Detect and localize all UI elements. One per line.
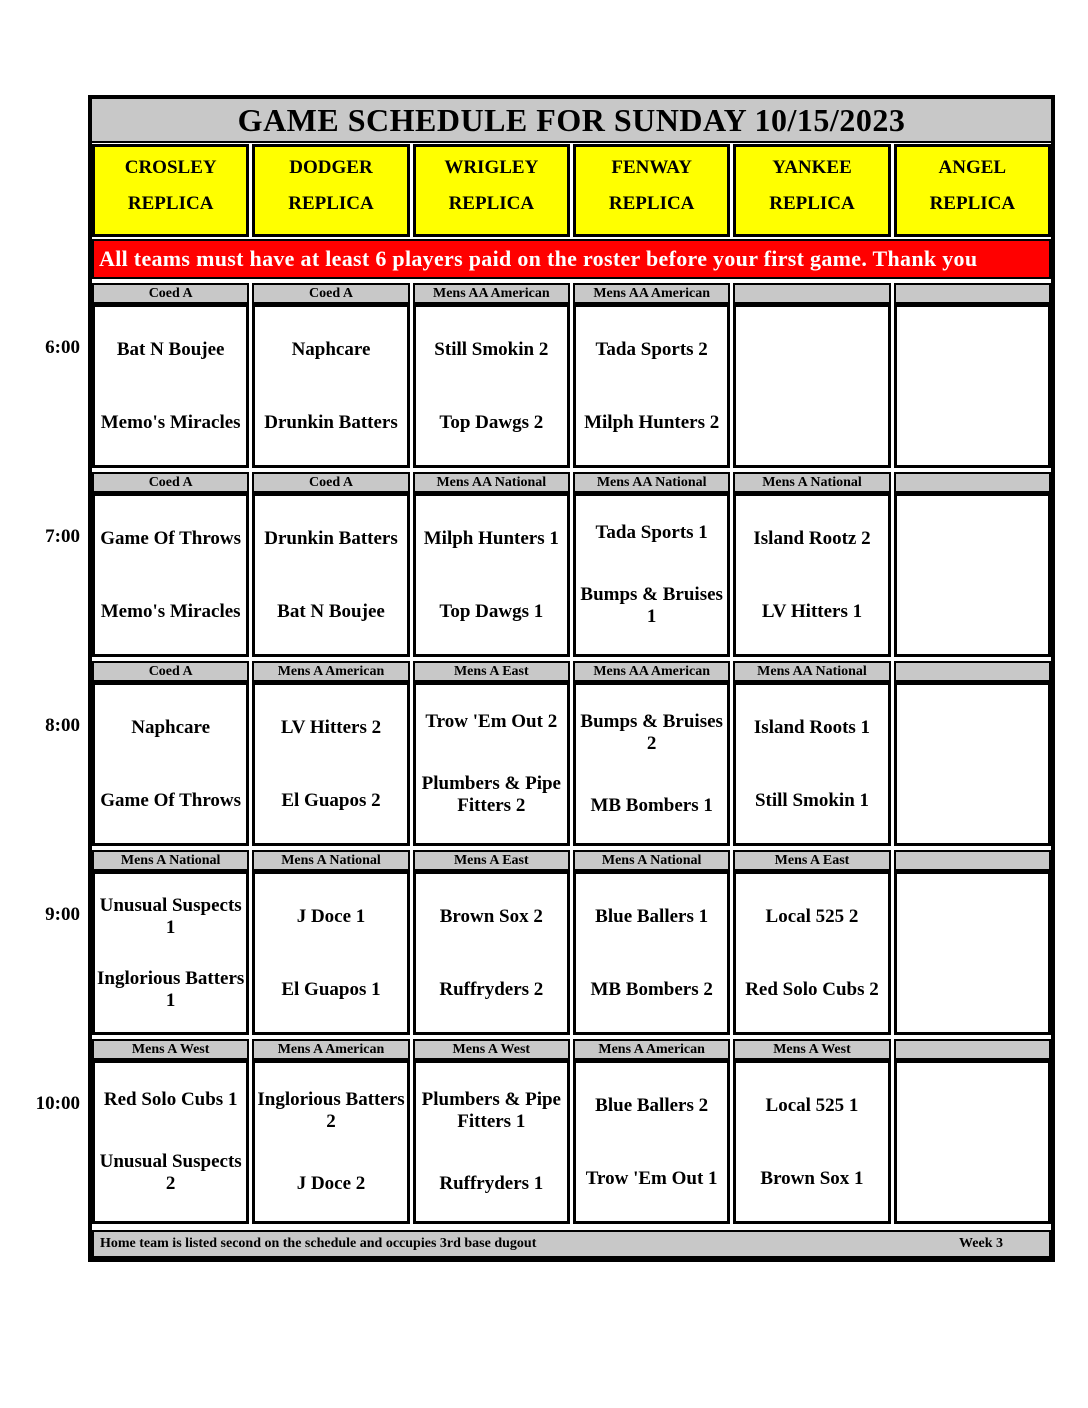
game-cell — [573, 493, 730, 657]
away-team: Naphcare — [291, 338, 371, 360]
game-cell — [733, 304, 890, 468]
footer-bar — [92, 1230, 1051, 1258]
game-cell — [413, 1060, 570, 1224]
away-team: J Doce 1 — [296, 905, 366, 927]
field-sub-label: REPLICA — [929, 193, 1016, 214]
league-cell: Mens A American — [252, 1039, 409, 1060]
time-slot-block — [35, 1039, 1051, 1224]
game-cell — [733, 493, 890, 657]
time-slot-block — [45, 472, 1051, 657]
field-sub-label: REPLICA — [608, 193, 695, 214]
slots-container — [35, 283, 1051, 1224]
home-team: Still Smokin 1 — [754, 789, 870, 811]
league-cell: Mens A National — [252, 850, 409, 871]
field-name: YANKEE — [772, 157, 852, 178]
league-cell: Mens A National — [733, 472, 890, 493]
away-team: Trow 'Em Out 2 — [425, 711, 558, 733]
page-title-text: GAME SCHEDULE FOR SUNDAY 10/15/2023 — [237, 101, 906, 138]
time-slot-block — [45, 283, 1051, 468]
game-cell — [413, 682, 570, 846]
field-header-cell — [252, 144, 409, 237]
league-cell: Mens AA American — [573, 661, 730, 682]
home-team: MB Bombers 1 — [590, 795, 713, 817]
home-team: Brown Sox 1 — [760, 1167, 864, 1189]
game-cell — [252, 1060, 409, 1224]
away-team: Brown Sox 2 — [439, 905, 543, 927]
games-row — [92, 682, 1051, 846]
time-slot-block — [45, 661, 1051, 846]
game-cell — [573, 871, 730, 1035]
game-cell — [733, 1060, 890, 1224]
league-cell — [733, 283, 890, 304]
away-team: Local 525 1 — [765, 1094, 859, 1116]
league-header-row — [92, 283, 1051, 304]
home-team: Red Solo Cubs 2 — [745, 978, 879, 1000]
game-cell — [92, 871, 249, 1035]
home-team: LV Hitters 1 — [761, 600, 863, 622]
league-header-row — [92, 1039, 1051, 1060]
game-cell — [894, 682, 1051, 846]
away-team: Tada Sports 2 — [595, 338, 708, 360]
field-header-cell — [413, 144, 570, 237]
home-team: Top Dawgs 1 — [439, 600, 544, 622]
field-header-cell — [92, 144, 249, 237]
game-cell — [894, 493, 1051, 657]
away-team: Red Solo Cubs 1 — [103, 1089, 238, 1111]
league-cell: Mens A National — [573, 850, 730, 871]
away-team: Game Of Throws — [100, 527, 242, 549]
field-sub-label: REPLICA — [769, 193, 855, 214]
game-cell — [413, 493, 570, 657]
league-cell: Mens A West — [413, 1039, 570, 1060]
schedule-table — [35, 95, 1055, 1262]
away-team: Milph Hunters 1 — [423, 527, 559, 549]
home-team: Bumps & Bruises 1 — [580, 584, 723, 628]
game-cell — [894, 871, 1051, 1035]
home-team: Plumbers & Pipe Fitters 2 — [421, 773, 561, 817]
roster-notice-banner — [92, 239, 1051, 279]
game-cell — [252, 493, 409, 657]
game-cell — [894, 1060, 1051, 1224]
home-team: MB Bombers 2 — [590, 978, 713, 1000]
league-cell: Coed A — [92, 283, 249, 304]
league-cell — [894, 1039, 1051, 1060]
away-team: LV Hitters 2 — [280, 716, 382, 738]
away-team: Still Smokin 2 — [434, 338, 549, 360]
league-cell — [894, 472, 1051, 493]
game-cell — [92, 682, 249, 846]
time-label: 6:00 — [45, 337, 80, 358]
home-team: Inglorious Batters 1 — [97, 967, 245, 1011]
league-cell: Mens A National — [92, 850, 249, 871]
league-cell: Mens A West — [92, 1039, 249, 1060]
game-cell — [92, 493, 249, 657]
field-header-cell — [894, 144, 1051, 237]
home-team: Ruffryders 2 — [439, 978, 544, 1000]
league-cell: Mens AA National — [733, 661, 890, 682]
game-cell — [733, 682, 890, 846]
games-row — [92, 1060, 1051, 1224]
game-cell — [894, 304, 1051, 468]
league-cell: Coed A — [252, 472, 409, 493]
league-cell: Mens A American — [573, 1039, 730, 1060]
league-cell: Mens AA American — [413, 283, 570, 304]
time-label: 9:00 — [45, 904, 80, 925]
league-cell: Mens A West — [733, 1039, 890, 1060]
league-cell: Mens A East — [733, 850, 890, 871]
league-cell — [894, 283, 1051, 304]
league-header-row — [92, 661, 1051, 682]
home-team: Memo's Miracles — [100, 600, 241, 622]
league-cell — [894, 850, 1051, 871]
home-team: Milph Hunters 2 — [584, 411, 720, 433]
league-cell: Mens AA National — [573, 472, 730, 493]
game-cell — [252, 682, 409, 846]
game-cell — [573, 304, 730, 468]
away-team: Bumps & Bruises 2 — [580, 711, 723, 754]
game-cell — [573, 1060, 730, 1224]
home-team: Trow 'Em Out 1 — [585, 1167, 718, 1189]
game-cell — [413, 871, 570, 1035]
away-team: Tada Sports 1 — [595, 522, 708, 544]
home-team: J Doce 2 — [296, 1173, 366, 1195]
field-header-cell — [733, 144, 890, 237]
away-team: Naphcare — [131, 716, 211, 738]
game-cell — [92, 304, 249, 468]
home-team: Memo's Miracles — [100, 411, 241, 433]
league-header-row — [92, 472, 1051, 493]
league-cell: Coed A — [92, 472, 249, 493]
game-cell — [92, 1060, 249, 1224]
home-team: Drunkin Batters — [264, 411, 398, 433]
time-slot-block — [45, 850, 1051, 1035]
away-team: Plumbers & Pipe Fitters 1 — [421, 1089, 561, 1132]
league-cell: Mens A East — [413, 661, 570, 682]
away-team: Island Rootz 2 — [753, 527, 871, 549]
field-header-row — [92, 144, 1051, 237]
field-name: DODGER — [289, 157, 373, 178]
home-team-note: Home team is listed second on the schedule and occupies 3rd base dugout — [100, 1236, 537, 1251]
week-label: Week 3 — [959, 1236, 1003, 1251]
league-cell: Mens AA American — [573, 283, 730, 304]
time-label: 10:00 — [35, 1093, 80, 1114]
time-label: 7:00 — [45, 526, 80, 547]
away-team: Island Roots 1 — [753, 716, 871, 738]
time-label: 8:00 — [45, 715, 80, 736]
league-cell: Coed A — [92, 661, 249, 682]
game-cell — [252, 871, 409, 1035]
league-cell: Mens AA National — [413, 472, 570, 493]
game-cell — [733, 871, 890, 1035]
home-team: El Guapos 2 — [281, 789, 381, 811]
league-cell: Mens A American — [252, 661, 409, 682]
field-name: FENWAY — [611, 157, 692, 178]
home-team: Top Dawgs 2 — [439, 411, 544, 433]
home-team: Bat N Boujee — [277, 600, 385, 622]
field-name: CROSLEY — [124, 157, 217, 178]
games-row — [92, 493, 1051, 657]
away-team: Unusual Suspects 1 — [99, 894, 242, 938]
home-team: Game Of Throws — [100, 789, 242, 811]
field-name: WRIGLEY — [444, 157, 539, 178]
game-cell — [252, 304, 409, 468]
away-team: Local 525 2 — [765, 905, 859, 927]
roster-notice-text: All teams must have at least 6 players paid on the roster before your first game. Thank you — [99, 246, 978, 271]
games-row — [92, 304, 1051, 468]
field-sub-label: REPLICA — [448, 193, 535, 214]
field-sub-label: REPLICA — [127, 193, 214, 214]
away-team: Blue Ballers 1 — [595, 905, 709, 927]
games-row — [92, 871, 1051, 1035]
away-team: Inglorious Batters 2 — [257, 1089, 405, 1132]
away-team: Blue Ballers 2 — [595, 1094, 709, 1116]
away-team: Bat N Boujee — [116, 338, 225, 360]
league-cell — [894, 661, 1051, 682]
home-team: Ruffryders 1 — [439, 1173, 544, 1195]
field-header-cell — [573, 144, 730, 237]
away-team: Drunkin Batters — [264, 527, 398, 549]
league-header-row — [92, 850, 1051, 871]
league-cell: Mens A East — [413, 850, 570, 871]
league-cell: Coed A — [252, 283, 409, 304]
page-title — [92, 99, 1051, 143]
game-cell — [573, 682, 730, 846]
game-cell — [413, 304, 570, 468]
field-sub-label: REPLICA — [288, 193, 374, 214]
field-name: ANGEL — [938, 157, 1007, 178]
home-team: El Guapos 1 — [281, 978, 381, 1000]
home-team: Unusual Suspects 2 — [99, 1151, 242, 1195]
